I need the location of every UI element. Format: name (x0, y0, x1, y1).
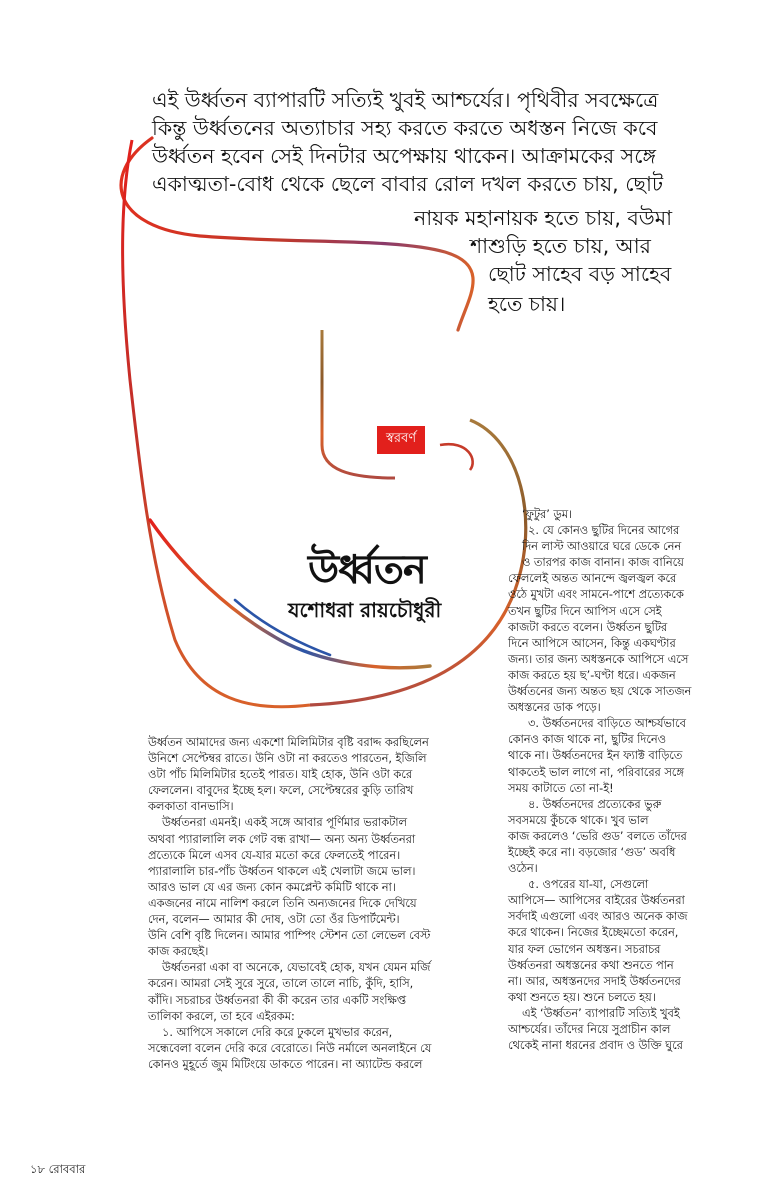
body-line: কাজ করছেই। (148, 945, 209, 959)
article-title: উর্ধ্বতন (308, 547, 426, 593)
body-line: প্রত্যেকে মিলে এসব যে-যার মতো করে ফেলতেই পারেন। (148, 848, 401, 862)
body-line: ১. আপিসে সকালে দেরি করে ঢুকলে মুখভার করেন, (162, 1025, 393, 1039)
left-column (148, 735, 480, 1073)
body-line: ওটা পাঁচ মিলিমিটার হতেই পারত। যাই হোক, উনি ওটা করে (148, 768, 413, 782)
pull-quote-line: কিন্তু উর্ধ্বতনের অত্যাচার সহ্য করতে করতে অধস্তন নিজে কবে (152, 116, 658, 140)
body-line: ইচ্ছেই করে না। বড়জোর ‘গুড’ অবধি (508, 845, 676, 859)
body-line: না। আর, অধস্তনদের সদাই উর্ধ্বতনদের (508, 974, 681, 988)
body-line: তালিকা করলে, তা হবে এইরকম: (148, 1009, 295, 1023)
body-line: ওঠে মুখটা এবং সামনে-পাশে প্রত্যেককে (508, 588, 684, 602)
body-line: দিন লাস্ট আওয়ারে ঘরে ডেকে নেন (522, 540, 682, 554)
body-line: ৩. উর্ধ্বতনদের বাড়িতে আশ্চর্যভাবে (528, 717, 686, 731)
body-line: উর্ধ্বতনরা এমনই। একই সঙ্গে আবার পূর্ণিমার ভরাকটাল (162, 816, 407, 830)
body-line: এই ‘উর্ধ্বতন’ ব্যাপারটি সত্যিই খুবই (522, 1006, 680, 1020)
body-line: থাকতেই ভাল লাগে না, পরিবারের সঙ্গে (508, 765, 684, 779)
body-line: ‘ফুটুর’ ডুম। (522, 508, 573, 521)
body-line: থেকেই নানা ধরনের প্রবাদ ও উক্তি ঘুরে (508, 1039, 683, 1053)
body-line: উর্ধ্বতনরা অধস্তনের কথা শুনতে পান (508, 958, 674, 972)
letter-inner-loop-stroke (440, 444, 473, 470)
pull-quote-line: ছোট সাহেব বড় সাহেব (488, 262, 672, 286)
body-line: জন্য। তার জন্য অধস্তনকে আপিসে এসে (508, 652, 689, 666)
body-line: কাঁদি। সচরাচর উর্ধ্বতনরা কী কী করেন তার একটি সংক্ষিপ্ত (148, 993, 406, 1007)
body-line: সময় কাটাতে তো না-ই! (508, 781, 614, 795)
right-column (508, 507, 740, 1054)
page-folio: ১৮ রোববার (30, 1162, 86, 1176)
pull-quote-line: নায়ক মহানায়ক হতে চায়, বউমা (414, 206, 673, 230)
body-line: কাজটা করতে বলেন। উর্ধ্বতন ছুটির (508, 620, 668, 634)
body-line: করেন। আমরা সেই সুরে সুরে, তালে তালে নাচি, কুঁদি, হাসি, (148, 977, 414, 991)
body-line: ২. যে কোনও ছুটির দিনের আগের (528, 524, 680, 538)
pull-quote-line: উর্ধ্বতন হবেন সেই দিনটার অপেক্ষায় থাকেন। আক্রামকের সঙ্গে (152, 144, 657, 168)
body-line: ফেললেন। বাবুদের ইচ্ছে হল। ফলে, সেপ্টেম্বরের কুড়ি তারিখ (148, 784, 414, 798)
body-line: আরও ভাল যে এর জন্য কোন কমপ্লেন্ট কমিটি থাকে না। (148, 880, 396, 894)
body-line: কাজ করতে হয় ছ’-ঘণ্টা ধরে। একজন (508, 668, 676, 682)
body-line: থাকে না। উর্ধ্বতনদের ইন ফ্যাক্ট বাড়িতে (508, 749, 683, 763)
body-line: কথা শুনতে হয়। শুনে চলতে হয়। (508, 990, 656, 1004)
letter-stem-stroke (322, 330, 395, 478)
pull-quote-line: শাশুড়ি হতে চায়, আর (470, 234, 651, 258)
body-line: উর্ধ্বতন আমাদের জন্য একশো মিলিমিটার বৃষ্টি বরাদ্দ করছিলেন (148, 736, 429, 749)
author-name: যশোধরা রায়চৌধুরী (288, 598, 442, 622)
body-line: দিনে আপিসে আসেন, কিন্তু একঘণ্টার (508, 636, 676, 650)
body-line: অথবা প্যারালালি লক গেট বন্ধ রাখা— অন্য অন্য উর্ধ্বতনরা (148, 832, 416, 846)
body-line: আশ্চর্যের। তাঁদের নিয়ে সুপ্রাচীন কাল (508, 1023, 671, 1036)
pull-quote-line: এই উর্ধ্বতন ব্যাপারটি সত্যিই খুবই আশ্চর্যের। পৃথিবীর সবক্ষেত্রে (152, 88, 659, 112)
body-line: ফেললেই অন্তত আনন্দে জ্বলজ্বল করে (508, 572, 677, 586)
body-line: দেন, বলেন— আমার কী দোষ, ওটা তো ওঁর ডিপার্টমেন্ট। (148, 913, 400, 927)
body-line: ৪. উর্ধ্বতনদের প্রত্যেকের ভুরু (528, 797, 662, 811)
body-line: কোনও মুহূর্তে জুম মিটিংয়ে ডাকতে পারেন। না অ্যাটেন্ড করলে (148, 1057, 423, 1071)
body-line: করে থাকেন। নিজের ইচ্ছেমতো করেন, (508, 926, 679, 940)
pull-quote-line: একাত্মতা-বোধ থেকে ছেলে বাবার রোল দখল করতে চায়, ছোট (152, 172, 664, 196)
section-tag: স্বরবর্ণ (377, 426, 425, 454)
body-line: ও তারপর কাজ বানান। কাজ বানিয়ে (522, 556, 684, 570)
body-line: কোনও কাজ থাকে না, ছুটির দিনেও (508, 733, 666, 747)
body-line: উনি বেশি বৃষ্টি দিলেন। আমার পাম্পিং স্টেশন তো লেভেল বেস্ট (148, 929, 431, 943)
body-line: উর্ধ্বতনরা একা বা অনেকে, যেভাবেই হোক, যখন যেমন মর্জি (162, 961, 431, 975)
body-line: আপিসে— আপিসের বাইরের উর্ধ্বতনরা (508, 894, 685, 908)
body-line: ওঠেন। (508, 862, 538, 876)
body-line: কাজ করলেও ‘ভেরি গুড’ বলতে তাঁদের (508, 829, 687, 843)
body-line: কলকাতা বানভাসি। (148, 800, 234, 814)
body-line: ৫. ওপরের যা-যা, সেগুলো (528, 878, 649, 892)
pull-quote-line: হতে চায়। (488, 292, 566, 316)
body-line: প্যারালালি চার-পাঁচ উর্ধ্বতন থাকলে এই খেলাটা জমে ভাল। (148, 864, 416, 878)
body-line: সবসময়ে কুঁচকে থাকে। খুব ভাল (508, 813, 649, 827)
body-line: যার ফল ভোগেন অধস্তন। সচরাচর (508, 942, 661, 956)
body-line: অধস্তনের ডাক পড়ে। (508, 701, 601, 715)
body-line: উনিশে সেপ্টেম্বর রাতে। উনি ওটা না করতেও পারতেন, ইজিলি (148, 752, 427, 766)
body-line: উর্ধ্বতনের জন্য অন্তত ছয় থেকে সাতজন (508, 685, 692, 699)
body-line: একজনের নামে নালিশ করলে তিনি অন্যজনের দিকে দেখিয়ে (148, 896, 417, 910)
body-line: সন্ধেবেলা বলেন দেরি করে বেরোতে। নিউ নর্মালে অনলাইনে যে (148, 1041, 432, 1055)
body-line: সর্বদাই এগুলো এবং আরও অনেক কাজ (508, 910, 688, 924)
body-line: তখন ছুটির দিনে আপিস এসে সেই (508, 604, 662, 618)
